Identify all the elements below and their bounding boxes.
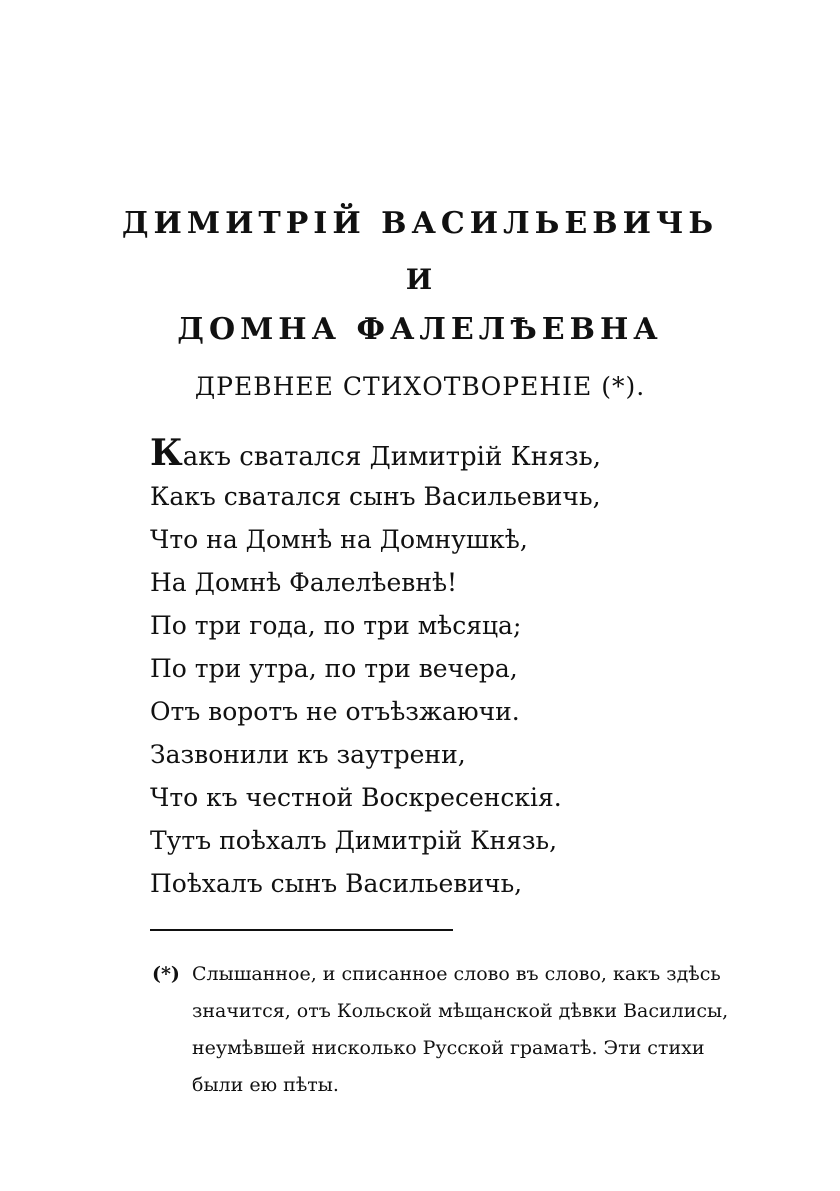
title-line-1: ДИМИТРІЙ ВАСИЛЬЕВИЧЬ <box>121 206 719 241</box>
verse <box>150 432 790 905</box>
verse-line-text: акъ сватался Димитрій Князь, <box>182 442 602 472</box>
footnote-divider <box>150 929 453 931</box>
footnote-line: были ею пѣты. <box>192 1074 339 1096</box>
title-conjunction: И <box>405 263 435 296</box>
footnote-line: неумѣвшей нисколько Русской граматѣ. Эти стихи <box>192 1037 705 1059</box>
verse-line: По три года, по три мѣсяца; <box>150 611 522 640</box>
verse-line: По три утра, по три вечера, <box>150 654 518 683</box>
drop-cap: К <box>150 432 183 474</box>
title-line-2: ДОМНА ФАЛЕЛѢЕВНА <box>177 312 663 347</box>
verse-line: Что на Домнѣ на Домнушкѣ, <box>150 525 528 554</box>
subtitle: ДРЕВНЕЕ СТИХОТВОРЕНІЕ (*). <box>194 372 646 401</box>
verse-line: Что къ честной Воскресенскія. <box>150 783 562 812</box>
verse-line: Тутъ поѣхалъ Димитрій Князь, <box>150 826 558 855</box>
footnote-text <box>192 956 792 1104</box>
verse-line <box>150 432 790 475</box>
footnote-line: Слышанное, и списанное слово въ слово, какъ здѣсь <box>192 963 721 985</box>
verse-line: Поѣхалъ сынъ Васильевичь, <box>150 869 523 898</box>
verse-line: На Домнѣ Фалелѣевнѣ! <box>150 568 458 597</box>
verse-line: Какъ сватался сынъ Васильевичь, <box>150 482 601 511</box>
footnote-line: значится, отъ Кольской мѣщанской дѣвки Василисы, <box>192 1000 729 1022</box>
footnote-mark: (*) <box>152 963 180 985</box>
verse-line: Отъ воротъ не отъѣзжаючи. <box>150 697 520 726</box>
verse-line: Зазвонили къ заутрени, <box>150 740 466 769</box>
